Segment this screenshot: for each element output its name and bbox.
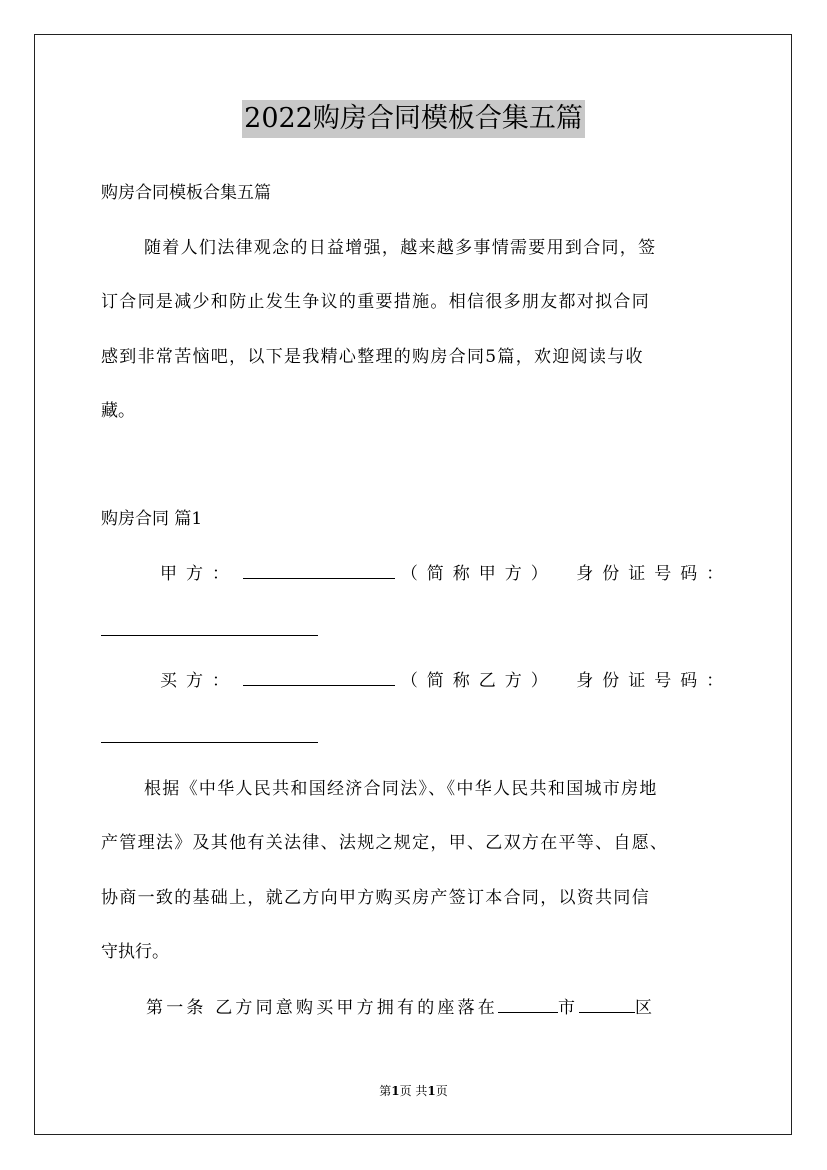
footer-page-total: 1: [427, 1084, 436, 1098]
article-1-district-blank[interactable]: [579, 995, 635, 1013]
party-a-label: 甲方：: [160, 564, 238, 584]
footer-page-prefix: 第: [379, 1084, 392, 1098]
footer-page-mid: 页 共: [399, 1084, 428, 1098]
footer-page-number: 1: [391, 1084, 400, 1098]
party-a-name-blank[interactable]: [243, 561, 395, 579]
footer-page-suffix: 页: [435, 1084, 448, 1098]
party-b-row: [160, 668, 732, 693]
intro-line-3: 感到非常苦恼吧，以下是我精心整理的购房合同5篇，欢迎阅读与收: [101, 347, 644, 367]
section-heading: 购房合同 篇1: [101, 509, 203, 529]
document-subtitle: 购房合同模板合集五篇: [101, 183, 271, 203]
party-b-id-row: [101, 725, 318, 750]
intro-line-2: 订合同是减少和防止发生争议的重要措施。相信很多朋友都对拟合同: [101, 292, 650, 312]
party-b-id-blank[interactable]: [101, 725, 318, 743]
party-b-label: 买方：: [160, 671, 238, 691]
party-a-id-row: [101, 618, 318, 643]
party-b-name-blank[interactable]: [243, 668, 395, 686]
party-a-short: （简称甲方）: [400, 564, 557, 584]
intro-line-1: 随着人们法律观念的日益增强，越来越多事情需要用到合同，签: [144, 238, 657, 258]
document-title: 2022购房合同模板合集五篇: [242, 100, 585, 138]
title-container: [0, 100, 827, 138]
party-a-id-blank[interactable]: [101, 618, 318, 636]
article-1-row: [146, 995, 652, 1020]
party-b-short: （简称乙方）: [400, 671, 557, 691]
body-line-2: 产管理法》及其他有关法律、法规之规定，甲、乙双方在平等、自愿、: [101, 833, 669, 853]
article-1-city-label: 市: [558, 998, 576, 1018]
article-1-city-blank[interactable]: [498, 995, 558, 1013]
party-a-id-label: 身份证号码：: [576, 564, 733, 584]
body-line-1: 根据《中华人民共和国经济合同法》、《中华人民共和国城市房地: [144, 779, 658, 799]
body-line-4: 守执行。: [101, 942, 169, 962]
party-a-row: [160, 561, 732, 586]
intro-line-4: 藏。: [101, 401, 135, 421]
party-b-id-label: 身份证号码：: [576, 671, 733, 691]
article-1-district-label: 区: [635, 998, 653, 1018]
page-footer: [0, 1082, 827, 1100]
body-line-3: 协商一致的基础上，就乙方向甲方购买房产签订本合同，以资共同信: [101, 888, 650, 908]
article-1-text: 第一条 乙方同意购买甲方拥有的座落在: [146, 998, 499, 1018]
